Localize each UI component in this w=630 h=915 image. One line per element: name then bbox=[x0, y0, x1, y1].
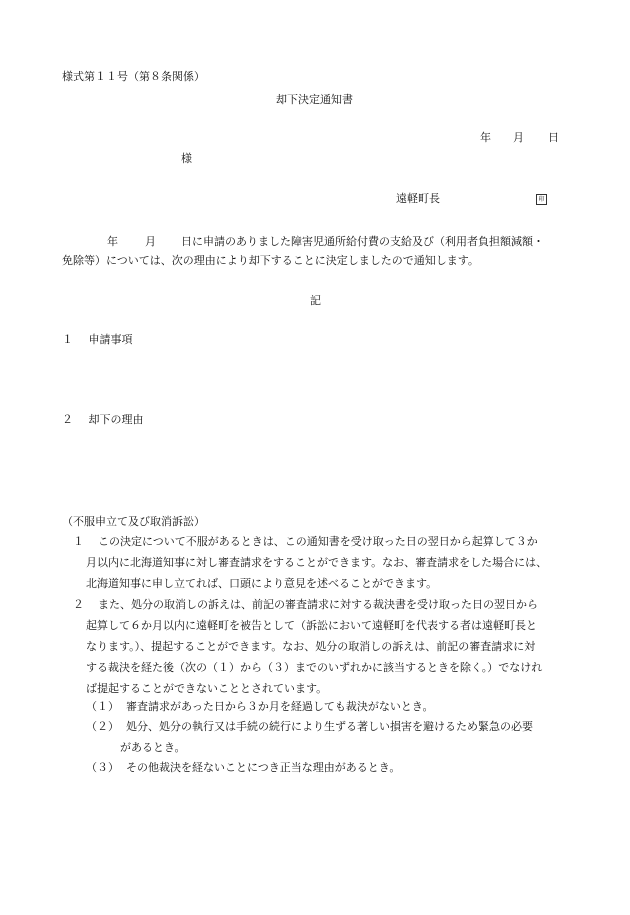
subitem-2-line: があるとき。 bbox=[120, 741, 186, 754]
appeal-item-2-line: する裁決を経た後（次の（１）から（３）までのいずれかに該当するときを除く。）でなけれ bbox=[86, 661, 543, 674]
form-number: 様式第１１号（第８条関係） bbox=[62, 70, 205, 83]
document-title: 却下決定通知書 bbox=[276, 93, 353, 106]
appeal-item-2-line: 起算して６か月以内に遠軽町を被告として（訴訟において遠軽町を代表する者は遠軽町長と bbox=[86, 619, 537, 632]
subitem-2-line: 処分、処分の執行又は手続の続行により生ずる著しい損害を避けるため緊急の必要 bbox=[126, 720, 533, 733]
section-number: １ bbox=[62, 333, 73, 346]
section-1 bbox=[62, 333, 133, 347]
subitem-3-line: その他裁決を経ないことにつき正当な理由があるとき。 bbox=[126, 761, 401, 774]
subitem-1-line: 審査請求があった日から３か月を経過しても裁決がないとき。 bbox=[126, 700, 434, 713]
appeal-item-2-line: なります。）、提起することができます。なお、処分の取消しの訴えは、前記の審査請求に対 bbox=[86, 640, 536, 653]
date-month-label: 月 bbox=[513, 131, 524, 144]
appeal-item-1-line: この決定について不服があるときは、この通知書を受け取った日の翌日から起算して３か bbox=[98, 535, 538, 548]
body-year-label: 年 bbox=[107, 235, 118, 248]
date-year-label: 年 bbox=[480, 131, 491, 144]
appeal-item-2-line: また、処分の取消しの訴えは、前記の審査請求に対する裁決書を受け取った日の翌日から bbox=[98, 598, 538, 611]
appeal-heading: （不服申立て及び取消訴訟） bbox=[62, 515, 205, 528]
issuer-name: 遠軽町長 bbox=[396, 192, 440, 205]
section-label: 却下の理由 bbox=[88, 413, 144, 426]
appeal-item-1-line: 北海道知事に申し立てれば、口頭により意見を述べることができます。 bbox=[86, 577, 438, 590]
date-day-label: 日 bbox=[548, 131, 559, 144]
seal-icon: 印 bbox=[536, 194, 547, 205]
seal-mark bbox=[536, 192, 547, 206]
addressee-suffix: 様 bbox=[181, 152, 192, 165]
record-label: 記 bbox=[310, 294, 321, 307]
subitem-3-number: （３） bbox=[86, 761, 119, 774]
appeal-item-1-line: 月以内に北海道知事に対し審査請求をすることができます。なお、審査請求をした場合には、 bbox=[86, 556, 548, 569]
section-label: 申請事項 bbox=[88, 333, 133, 346]
body-line-1: 日に申請のありました障害児通所給付費の支給及び（利用者負担額減額・ bbox=[181, 235, 544, 248]
appeal-item-2-number: ２ bbox=[73, 598, 84, 611]
subitem-1-number: （１） bbox=[86, 700, 119, 713]
appeal-item-1-number: １ bbox=[73, 535, 84, 548]
section-number: ２ bbox=[62, 413, 73, 426]
appeal-item-2-line: ば提起することができないこととされています。 bbox=[86, 682, 328, 695]
subitem-2-number: （２） bbox=[86, 720, 119, 733]
body-month-label: 月 bbox=[145, 235, 156, 248]
body-line-2: 免除等）については、次の理由により却下することに決定しましたので通知します。 bbox=[62, 254, 479, 267]
section-2 bbox=[62, 413, 144, 427]
